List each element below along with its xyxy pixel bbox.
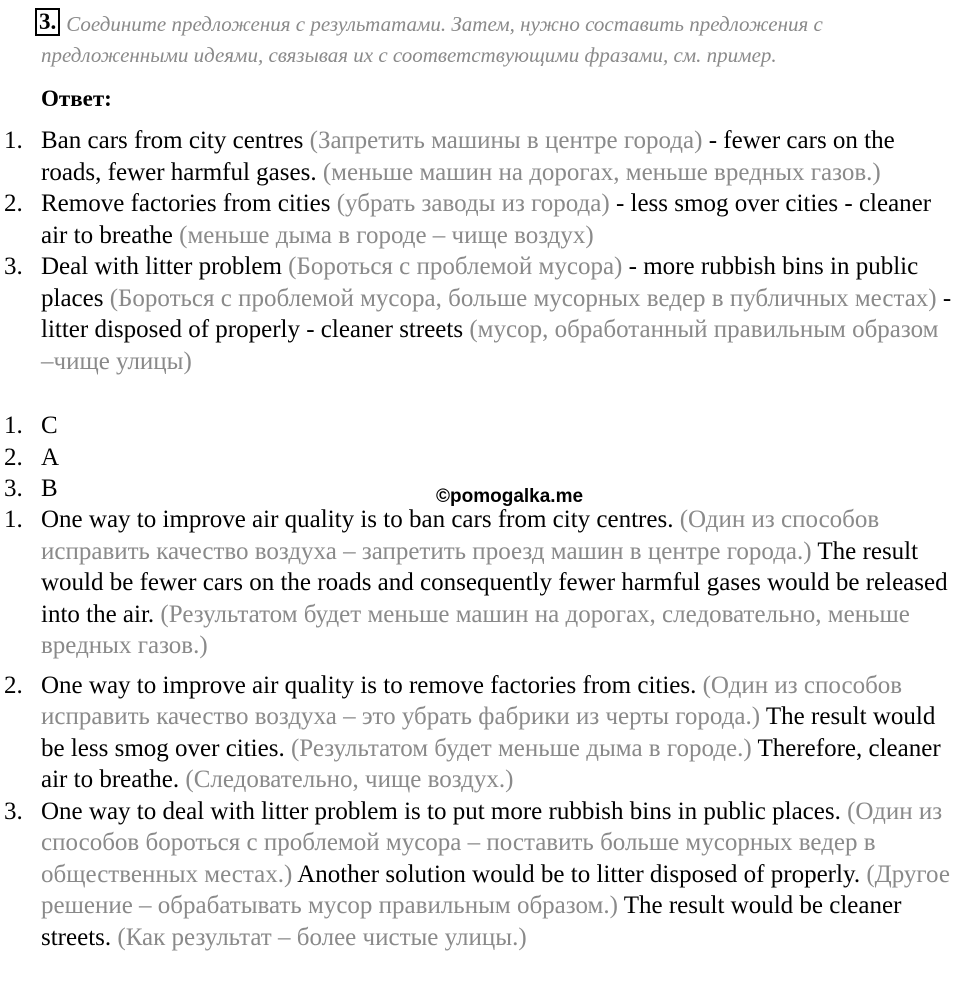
russian-translation: (меньше машин на дорогах, меньше вредных газов.): [322, 158, 881, 186]
item-number: 1.: [4, 127, 23, 154]
english-sentence: The result would be fewer cars on the roads and consequently fewer harmful gases would be released into the air.: [41, 537, 948, 628]
list-item: [0, 125, 956, 188]
russian-translation: (Как результат – более чистые улицы.): [117, 923, 527, 951]
list-item: [0, 504, 956, 662]
item-number: 2.: [4, 190, 23, 217]
english-phrase: - less smog over cities - cleaner air to breathe: [41, 190, 932, 249]
russian-translation: (Один из способов исправить качество воздуха – это убрать фабрики из черты города.): [41, 671, 903, 730]
russian-translation: (мусор, обработанный правильным образом –чище улицы): [41, 316, 939, 375]
russian-translation: (Один из способов исправить качество воздуха – запретить проезд машин в центре города.): [41, 506, 880, 565]
english-sentence: Therefore, cleaner air to breathe.: [41, 734, 941, 793]
answer-heading: Ответ:: [41, 86, 112, 111]
russian-translation: (Результатом будет меньше машин на дорогах, следовательно, меньше вредных газов.): [41, 600, 910, 659]
english-sentence: One way to deal with litter problem is to put more rubbish bins in public places.: [41, 797, 841, 825]
russian-translation: (Другое решение – обрабатывать мусор правильным образом.): [41, 860, 950, 919]
english-phrase: Deal with litter problem: [41, 253, 282, 280]
item-number: 3.: [4, 475, 23, 502]
task-instruction: [8, 8, 953, 71]
english-sentence: Another solution would be to litter disposed of properly.: [297, 860, 861, 888]
item-text: [41, 504, 956, 662]
list-item: [0, 796, 956, 954]
russian-translation: (меньше дыма в городе – чище воздух): [179, 221, 594, 249]
answer-letter: B: [41, 475, 58, 502]
english-phrase: - litter disposed of properly - cleaner streets: [41, 284, 952, 343]
russian-translation: (Бороться с проблемой мусора, больше мусорных ведер в публичных местах): [109, 284, 937, 312]
list-item: [0, 251, 956, 377]
item-number: 1.: [4, 412, 23, 439]
english-sentence: One way to improve air quality is to ban cars from city centres.: [41, 506, 674, 533]
task-text-line2: предложенными идеями, связывая их с соответствующими фразами, см. пример.: [41, 43, 777, 67]
russian-translation: (Следовательно, чище воздух.): [185, 766, 514, 793]
item-number: 1.: [4, 506, 23, 533]
task-text-line1: Соедините предложения с результатами. Затем, нужно составить предложения с: [66, 12, 823, 36]
list-item: [0, 188, 956, 251]
english-phrase: Remove factories from cities: [41, 190, 331, 217]
item-number: 2.: [4, 671, 23, 699]
item-text: [41, 670, 956, 796]
russian-translation: (убрать заводы из города): [336, 190, 610, 217]
list-item: [0, 670, 956, 796]
english-sentence: One way to improve air quality is to remove factories from cities.: [41, 671, 697, 699]
site-watermark: ©pomogalka.me: [436, 486, 584, 507]
russian-translation: (Результатом будет меньше дыма в городе.): [290, 734, 752, 762]
item-number: 3.: [4, 253, 23, 280]
item-text: [41, 796, 956, 954]
list-item: [0, 410, 956, 442]
item-text: [41, 125, 956, 188]
matching-phrases-list: [0, 125, 956, 377]
english-sentence: The result would be less smog over cities.: [41, 703, 936, 762]
item-number: 2.: [4, 443, 23, 471]
english-sentence: The result would be cleaner streets.: [41, 892, 902, 951]
answer-letter: A: [41, 443, 60, 471]
english-phrase: - more rubbish bins in public places: [41, 253, 919, 312]
list-item: [0, 442, 956, 474]
english-phrase: Ban cars from city centres: [41, 127, 304, 154]
task-number-box: 3.: [35, 8, 60, 36]
russian-translation: (Один из способов бороться с проблемой мусора – поставить больше мусорных ведер в общественных местах.): [41, 797, 943, 888]
item-text: [41, 251, 956, 377]
answer-letter: C: [41, 412, 58, 439]
item-text: [41, 188, 956, 251]
english-phrase: - fewer cars on the roads, fewer harmful gases.: [41, 127, 895, 186]
item-number: 3.: [4, 797, 23, 825]
composed-sentences-list: [0, 504, 956, 953]
russian-translation: (Бороться с проблемой мусора): [288, 253, 623, 280]
russian-translation: (Запретить машины в центре города): [309, 127, 703, 154]
